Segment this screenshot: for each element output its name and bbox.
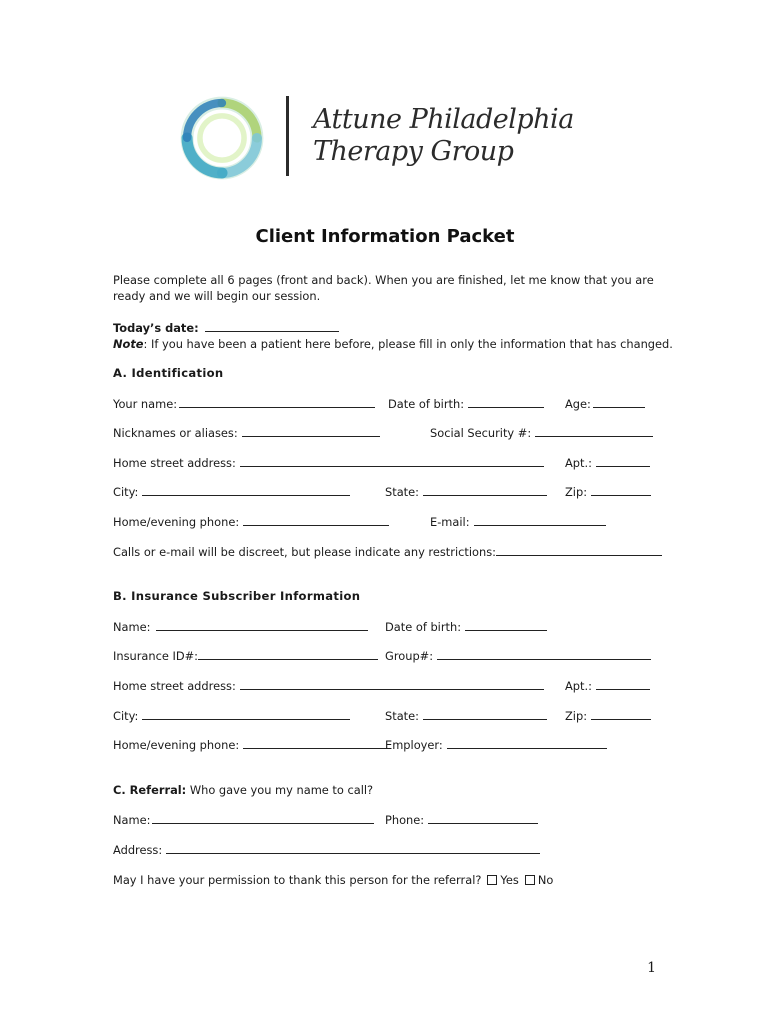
- zip-line[interactable]: [591, 484, 651, 496]
- your-name-line[interactable]: [179, 396, 375, 408]
- zip-label: Zip:: [565, 485, 588, 499]
- city-label: City:: [113, 485, 139, 499]
- group-line[interactable]: [437, 648, 651, 660]
- subscriber-zip-field[interactable]: [565, 708, 651, 724]
- city-line[interactable]: [142, 484, 350, 496]
- todays-date-field[interactable]: [113, 320, 339, 336]
- referral-name-label: Name:: [113, 813, 151, 827]
- referral-question: Who gave you my name to call?: [189, 783, 374, 797]
- home-address-line[interactable]: [240, 455, 544, 467]
- employer-line[interactable]: [447, 737, 607, 749]
- referral-name-line[interactable]: [152, 812, 374, 824]
- todays-date-line[interactable]: [205, 320, 339, 332]
- home-phone-line[interactable]: [243, 514, 389, 526]
- subscriber-apt-field[interactable]: [565, 678, 650, 694]
- subscriber-name-field[interactable]: [113, 619, 368, 635]
- dob-line[interactable]: [468, 396, 544, 408]
- email-line[interactable]: [474, 514, 606, 526]
- referral-phone-label: Phone:: [385, 813, 425, 827]
- employer-field[interactable]: [385, 737, 607, 753]
- yes-label: Yes: [500, 873, 519, 887]
- referral-name-field[interactable]: [113, 812, 374, 828]
- apt-field[interactable]: [565, 455, 650, 471]
- insurance-id-line[interactable]: [198, 648, 378, 660]
- home-phone-field[interactable]: [113, 514, 389, 530]
- subscriber-dob-field[interactable]: [385, 619, 547, 635]
- subscriber-dob-label: Date of birth:: [385, 620, 462, 634]
- referral-address-field[interactable]: [113, 842, 540, 858]
- yes-checkbox[interactable]: [487, 875, 497, 885]
- brand-name: Attune Philadelphia Therapy Group: [313, 104, 574, 167]
- subscriber-name-line[interactable]: [156, 619, 368, 631]
- nicknames-line[interactable]: [242, 425, 380, 437]
- subscriber-state-line[interactable]: [423, 708, 547, 720]
- insurance-id-label: Insurance ID#:: [113, 649, 199, 663]
- referral-permission-row: [113, 872, 553, 888]
- employer-label: Employer:: [385, 738, 443, 752]
- apt-label: Apt.:: [565, 456, 592, 470]
- subscriber-state-label: State:: [385, 709, 419, 723]
- age-field[interactable]: [565, 396, 645, 412]
- intro-text: Please complete all 6 pages (front and back). When you are finished, let me know that you are ready and we will begin our session.: [113, 273, 654, 303]
- state-label: State:: [385, 485, 419, 499]
- ssn-field[interactable]: [430, 425, 653, 441]
- referral-phone-field[interactable]: [385, 812, 538, 828]
- subscriber-address-line[interactable]: [240, 678, 544, 690]
- subscriber-phone-line[interactable]: [243, 737, 389, 749]
- ssn-label: Social Security #:: [430, 426, 532, 440]
- nicknames-label: Nicknames or aliases:: [113, 426, 238, 440]
- referral-address-label: Address:: [113, 843, 163, 857]
- dob-field[interactable]: [388, 396, 544, 412]
- dob-label: Date of birth:: [388, 397, 465, 411]
- referral-address-line[interactable]: [166, 842, 540, 854]
- subscriber-apt-line[interactable]: [596, 678, 650, 690]
- todays-date-label: Today’s date:: [113, 321, 199, 335]
- city-field[interactable]: [113, 484, 350, 500]
- your-name-label: Your name:: [113, 397, 178, 411]
- restrictions-field[interactable]: [113, 544, 662, 560]
- your-name-field[interactable]: [113, 396, 375, 412]
- subscriber-apt-label: Apt.:: [565, 679, 592, 693]
- state-line[interactable]: [423, 484, 547, 496]
- email-field[interactable]: [430, 514, 606, 530]
- section-b-heading: B. Insurance Subscriber Information: [113, 589, 361, 603]
- email-label: E-mail:: [430, 515, 470, 529]
- no-checkbox[interactable]: [525, 875, 535, 885]
- insurance-id-field[interactable]: [113, 648, 378, 664]
- note-body: : If you have been a patient here before, please fill in only the information that has changed.: [143, 337, 673, 351]
- restrictions-label: Calls or e-mail will be discreet, but please indicate any restrictions:: [113, 545, 496, 559]
- home-address-field[interactable]: [113, 455, 544, 471]
- section-c-heading-row: [113, 782, 373, 798]
- zip-field[interactable]: [565, 484, 651, 500]
- ssn-line[interactable]: [535, 425, 653, 437]
- referral-phone-line[interactable]: [428, 812, 538, 824]
- home-address-label: Home street address:: [113, 456, 236, 470]
- section-c-heading: C. Referral:: [113, 783, 187, 797]
- subscriber-zip-label: Zip:: [565, 709, 588, 723]
- note-label: Note: [113, 337, 144, 351]
- age-label: Age:: [565, 397, 591, 411]
- subscriber-city-field[interactable]: [113, 708, 350, 724]
- group-label: Group#:: [385, 649, 434, 663]
- subscriber-city-line[interactable]: [142, 708, 350, 720]
- subscriber-phone-label: Home/evening phone:: [113, 738, 240, 752]
- logo-divider: [286, 96, 289, 176]
- page-title: Client Information Packet: [255, 226, 515, 247]
- apt-line[interactable]: [596, 455, 650, 467]
- age-line[interactable]: [593, 396, 645, 408]
- subscriber-city-label: City:: [113, 709, 139, 723]
- subscriber-address-field[interactable]: [113, 678, 544, 694]
- subscriber-state-field[interactable]: [385, 708, 547, 724]
- subscriber-phone-field[interactable]: [113, 737, 389, 753]
- section-a-heading: A. Identification: [113, 366, 224, 380]
- state-field[interactable]: [385, 484, 547, 500]
- page-number: 1: [647, 960, 656, 976]
- subscriber-zip-line[interactable]: [591, 708, 651, 720]
- nicknames-field[interactable]: [113, 425, 380, 441]
- subscriber-dob-line[interactable]: [465, 619, 547, 631]
- referral-permission-question: May I have your permission to thank this person for the referral?: [113, 873, 482, 887]
- circular-swirl-logo-icon: [176, 92, 268, 184]
- subscriber-address-label: Home street address:: [113, 679, 236, 693]
- home-phone-label: Home/evening phone:: [113, 515, 240, 529]
- group-field[interactable]: [385, 648, 651, 664]
- restrictions-line[interactable]: [496, 544, 662, 556]
- note-text: [113, 336, 673, 352]
- no-label: No: [537, 873, 554, 887]
- subscriber-name-label: Name:: [113, 620, 151, 634]
